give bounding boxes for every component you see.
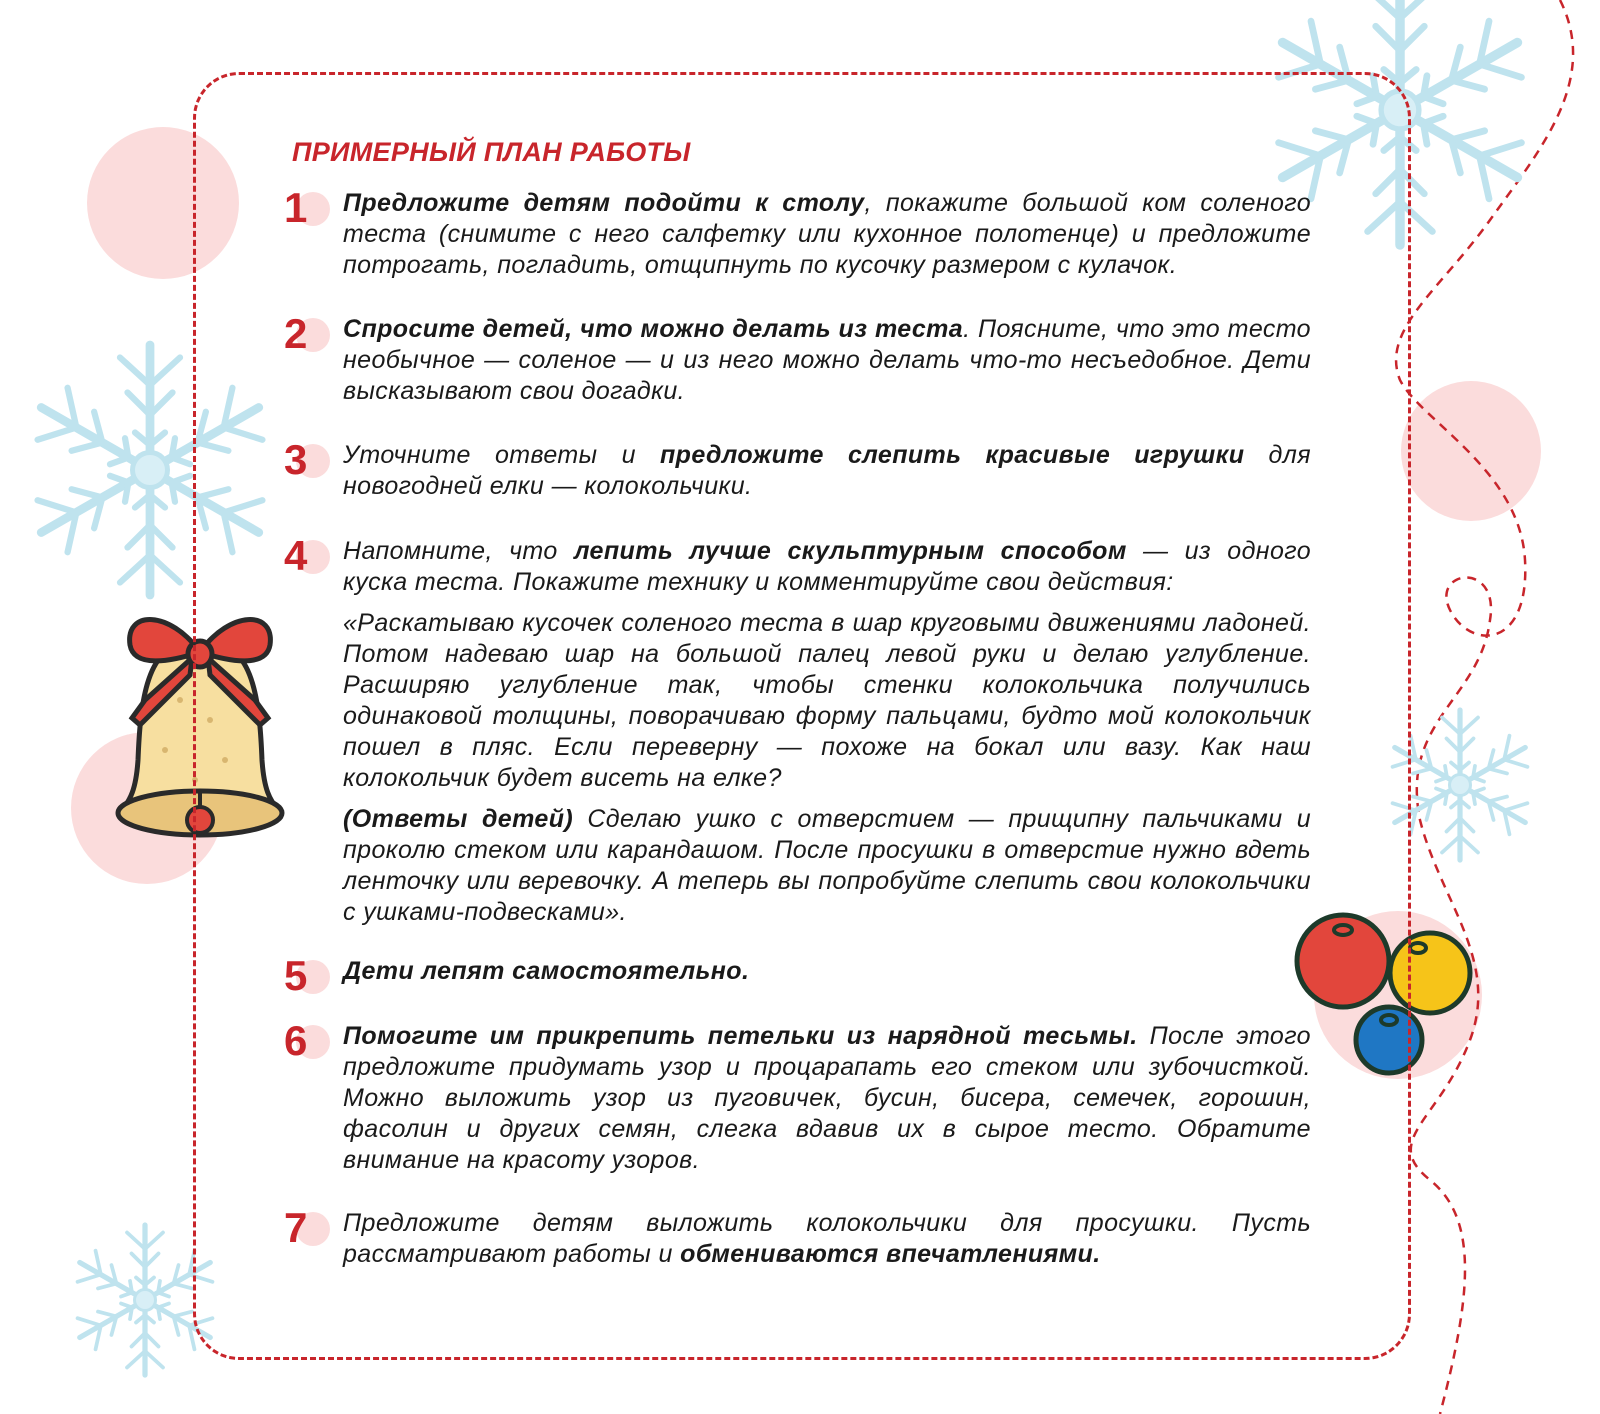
- step-text: Дети лепят самостоятельно.: [343, 957, 750, 985]
- step-text: Напомните, что лепить лучше скульптурным способом — из одного куска теста. Покажите технику и комментируйте свои действия:: [343, 537, 1312, 596]
- step-text: Предложите детям выложить колокольчики для просушки. Пусть рассматривают работы и обмениваются впечатлениями.: [343, 1209, 1311, 1268]
- garland-dashed-line: [1396, 0, 1573, 1414]
- step-3: [284, 436, 1314, 502]
- step-text: Спросите детей, что можно делать из теста. Поясните, что это тесто необычное — соленое — и из него можно делать что-то несъедобное. Дети высказывают свои догадки.: [343, 315, 1311, 405]
- step-4: [284, 532, 1314, 928]
- step-number: 1: [284, 184, 328, 232]
- pink-circle-decoration: [1401, 381, 1541, 521]
- step-1: [284, 184, 1314, 281]
- step-number: 5: [284, 952, 328, 1000]
- step-number: 4: [284, 532, 328, 580]
- step-number: 2: [284, 310, 328, 358]
- snowflake-icon: [1393, 710, 1528, 860]
- step-number: 6: [284, 1017, 328, 1065]
- step-text: Помогите им прикрепить петельки из нарядной тесьмы. После этого предложите придумать узор и процарапать его стеком или зубочисткой. Можно выложить узор из пуговичек, бусин, бисера, семечек, горошин, фасолин и других семян, слегка вдавив их в сырое тесто. Обратите внимание на красоту узоров.: [343, 1022, 1311, 1174]
- step-2: [284, 310, 1314, 407]
- step-6: [284, 1017, 1314, 1176]
- step-text: Уточните ответы и предложите слепить красивые игрушки для новогодней елки — колокольчики.: [343, 441, 1311, 500]
- step-quote: «Раскатываю кусочек соленого теста в шар круговыми движениями ладоней. Потом надеваю шар на большой палец левой руки и делаю углубление. Расширяю углубление так, чтобы стенки колокольчика получились одинаковой толщины, поворачиваю форму пальцами, будто мой колокольчик пошел в пляс. Если переверну — похоже на бокал или вазу. Как наш колокольчик будет висеть на елке?: [343, 609, 1311, 792]
- step-text: Предложите детям подойти к столу, покажите большой ком соленого теста (снимите с него салфетку или кухонное полотенце) и предложите потрогать, погладить, отщипнуть по кусочку размером с кулачок.: [343, 189, 1312, 279]
- step-answer: (Ответы детей) Сделаю ушко с отверстием — прищипну пальчиками и проколю стеком или карандашом. После просушки в отверстие нужно вдеть ленточку или веревочку. А теперь вы попробуйте слепить свои колокольчики с ушками-подвесками».: [343, 805, 1311, 926]
- step-5: [284, 952, 1314, 999]
- page-title: ПРИМЕРНЫЙ ПЛАН РАБОТЫ: [292, 137, 691, 167]
- step-7: [284, 1204, 1314, 1270]
- step-number: 7: [284, 1204, 328, 1252]
- step-number: 3: [284, 436, 328, 484]
